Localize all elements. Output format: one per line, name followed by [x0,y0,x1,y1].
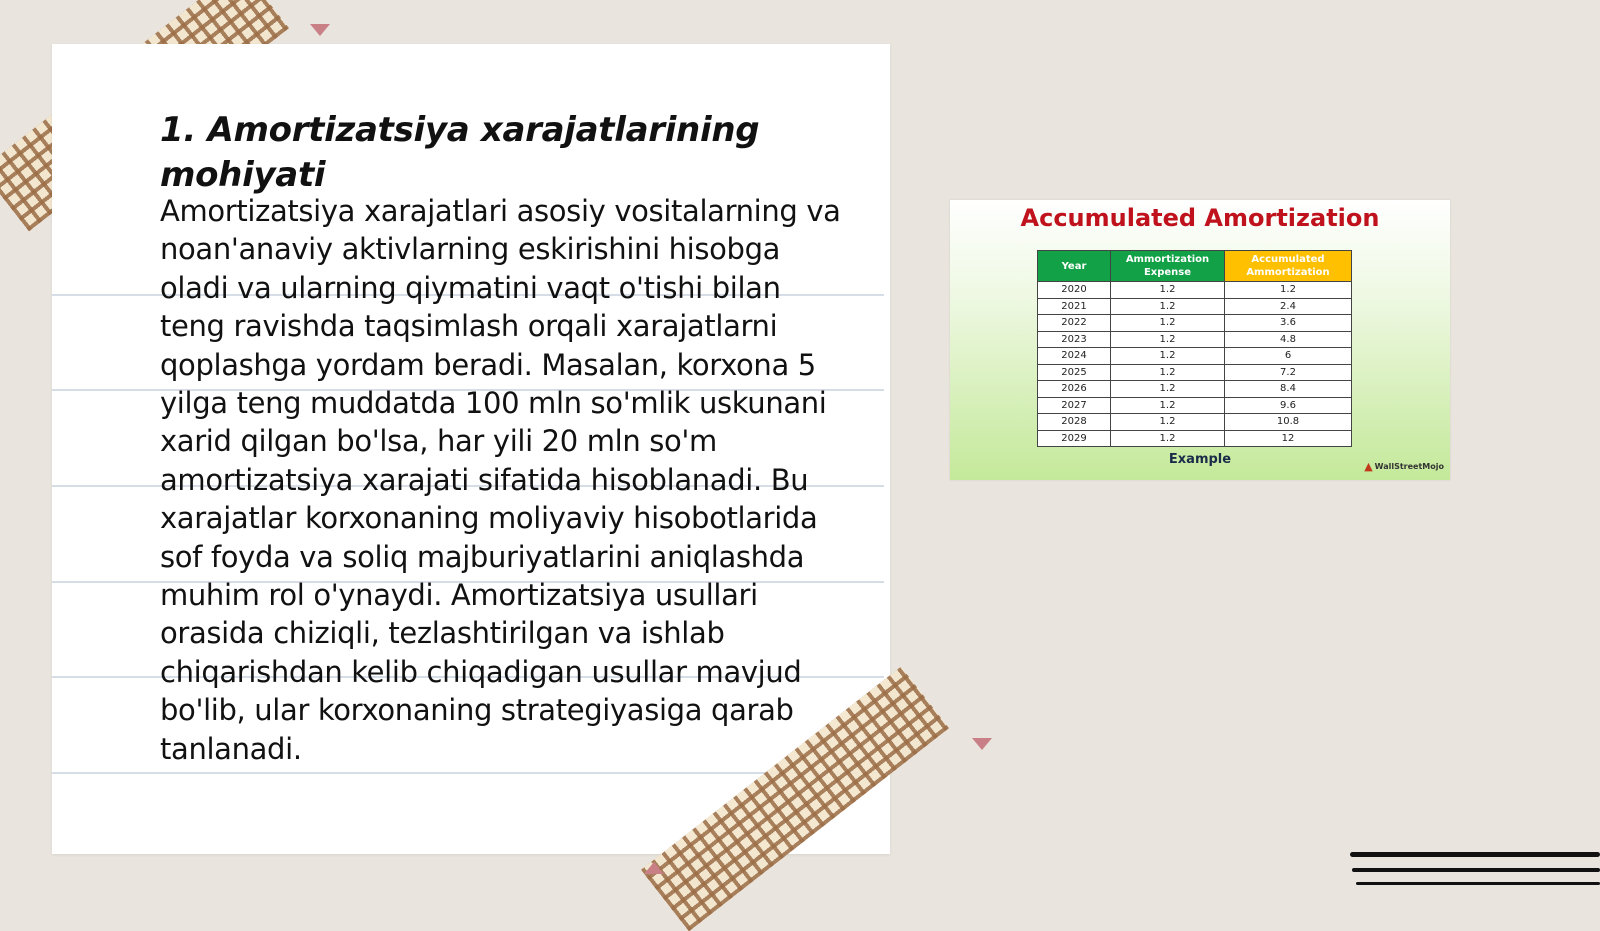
cell-accumulated: 10.8 [1225,414,1352,431]
cell-accumulated: 7.2 [1225,364,1352,381]
cell-expense: 1.2 [1111,282,1225,299]
table-row [1038,430,1352,447]
figure-logo [1364,460,1444,473]
decorative-stroke [1350,852,1600,857]
cell-expense: 1.2 [1111,381,1225,398]
table-row [1038,315,1352,332]
cell-accumulated: 6 [1225,348,1352,365]
cell-expense: 1.2 [1111,364,1225,381]
figure-caption: Example [1168,452,1232,467]
cell-expense: 1.2 [1111,397,1225,414]
cell-accumulated: 1.2 [1225,282,1352,299]
cell-year: 2024 [1038,348,1111,365]
cell-expense: 1.2 [1111,315,1225,332]
table-row [1038,364,1352,381]
cell-accumulated: 2.4 [1225,298,1352,315]
cell-accumulated: 9.6 [1225,397,1352,414]
cell-accumulated: 4.8 [1225,331,1352,348]
table-row [1038,397,1352,414]
tape-tip-bottom-right [972,738,992,750]
cell-accumulated: 12 [1225,430,1352,447]
amortization-table [1037,250,1352,447]
figure-title: Accumulated Amortization [1020,204,1380,232]
amortization-example-image [950,200,1450,480]
cell-expense: 1.2 [1111,348,1225,365]
cell-year: 2025 [1038,364,1111,381]
cell-year: 2028 [1038,414,1111,431]
cell-year: 2022 [1038,315,1111,332]
column-header-expense: Ammortization Expense [1111,251,1225,282]
table-body [1038,282,1352,447]
decorative-stroke [1356,882,1600,885]
table-row [1038,298,1352,315]
cell-expense: 1.2 [1111,414,1225,431]
cell-accumulated: 8.4 [1225,381,1352,398]
cell-expense: 1.2 [1111,331,1225,348]
tape-tip-bottom-left [644,862,664,874]
slide-body-paragraph: Amortizatsiya xarajatlari asosiy vositalarning va noan'anaviy aktivlarning eskirishini hisobga oladi va ularning qiymatini vaqt o'tishi bilan teng ravishda taqsimlash orqali xarajatlarni qoplashga yordam beradi. Masalan, korxona 5 yilga teng muddatda 100 mln so'mlik uskunani xarid qilgan bo'lsa, har yili 20 mln so'm amortizatsiya xarajati sifatida hisoblanadi. Bu xarajatlar korxonaning moliyaviy hisobotlarida sof foyda va soliq majburiyatlarini aniqlashda muhim rol o'ynaydi. Amortizatsiya usullari orasida chiziqli, tezlashtirilgan va ishlab chiqarishdan kelib chiqadigan usullar mavjud bo'lib, ular korxonaning strategiyasiga qarab tanlanadi. [160,194,841,766]
table-header-row [1038,251,1352,282]
table-row [1038,414,1352,431]
table-row [1038,348,1352,365]
table-row [1038,381,1352,398]
cell-expense: 1.2 [1111,298,1225,315]
decorative-stroke [1352,868,1600,872]
table-row [1038,331,1352,348]
bull-logo-icon: ▲ [1364,460,1373,473]
table-row [1038,282,1352,299]
slide-text-block [160,108,850,768]
cell-year: 2021 [1038,298,1111,315]
cell-accumulated: 3.6 [1225,315,1352,332]
slide-title: 1. Amortizatsiya xarajatlarining mohiyati [160,110,760,195]
cell-year: 2027 [1038,397,1111,414]
cell-year: 2023 [1038,331,1111,348]
logo-text: WallStreetMojo [1374,462,1444,471]
cell-year: 2029 [1038,430,1111,447]
paper-rule [52,772,884,774]
tape-tip-top [310,24,330,36]
cell-year: 2020 [1038,282,1111,299]
column-header-year: Year [1038,251,1111,282]
cell-expense: 1.2 [1111,430,1225,447]
column-header-accumulated: Accumulated Ammortization [1225,251,1352,282]
cell-year: 2026 [1038,381,1111,398]
